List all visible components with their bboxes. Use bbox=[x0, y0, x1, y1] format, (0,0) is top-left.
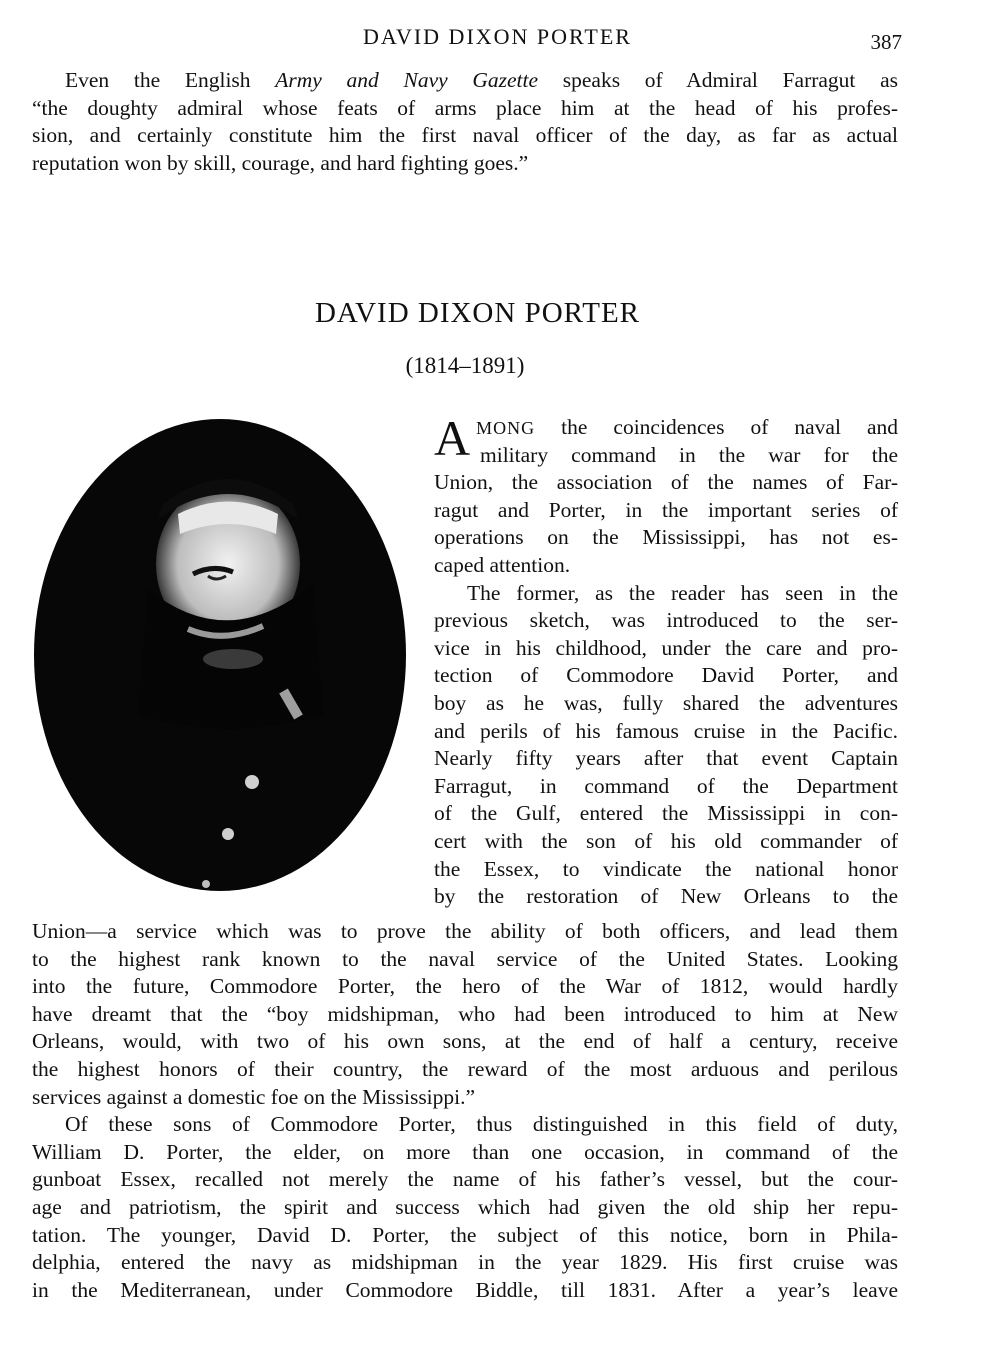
body-line: boy as he was, fully shared the adventures bbox=[434, 690, 898, 715]
intro-line-start: Even the English bbox=[65, 68, 276, 92]
portrait-photo-icon bbox=[28, 414, 412, 896]
body-line: the Essex, to vindicate the national honor bbox=[434, 856, 898, 881]
body-line: delphia, entered the navy as midshipman in the year 1829. His first cruise was bbox=[32, 1250, 898, 1275]
body-line: in the Mediterranean, under Commodore Biddle, till 1831. After a year’s leave bbox=[32, 1277, 898, 1302]
body-line: to the highest rank known to the naval service of the United States. Looking bbox=[32, 946, 898, 971]
body-line: Union—a service which was to prove the ability of both officers, and lead them bbox=[32, 919, 898, 943]
body-line: and perils of his famous cruise in the Pacific. bbox=[434, 718, 898, 743]
body-line: the highest honors of their country, the reward of the most arduous and perilous bbox=[32, 1056, 898, 1081]
gazette-title: Army and Navy Gazette bbox=[275, 68, 539, 92]
intro-line-end: speaks of Admiral Farragut as bbox=[538, 68, 899, 92]
body-line: The former, as the reader has seen in the bbox=[467, 580, 898, 605]
body-line: caped attention. bbox=[434, 552, 571, 577]
body-line: cert with the son of his old commander of bbox=[434, 828, 898, 853]
intro-line: sion, and certainly constitute him the first naval officer of the day, as far as actual bbox=[32, 123, 898, 148]
article-title: DAVID DIXON PORTER bbox=[314, 297, 641, 329]
body-line: Nearly fifty years after that event Captain bbox=[434, 746, 898, 771]
body-line: by the restoration of New Orleans to the bbox=[434, 884, 898, 909]
intro-line bbox=[32, 67, 898, 95]
body-line: tation. The younger, David D. Porter, the subject of this notice, born in Phila- bbox=[32, 1222, 898, 1247]
body-line: ragut and Porter, in the important series of bbox=[434, 497, 898, 522]
body-line: Orleans, would, with two of his own sons, at the end of half a century, receive bbox=[32, 1029, 898, 1054]
article-years: (1814–1891) bbox=[405, 353, 525, 378]
intro-paragraph bbox=[32, 67, 898, 177]
body-line: have dreamt that the “boy midshipman, who had been introduced to him at New bbox=[32, 1001, 898, 1026]
body-line: military command in the war for the bbox=[480, 442, 898, 467]
page-number: 387 bbox=[870, 30, 902, 54]
body-line: into the future, Commodore Porter, the hero of the War of 1812, would hardly bbox=[32, 974, 898, 999]
drop-cap-rest: the coincidences of naval and bbox=[535, 415, 898, 439]
body-line: tection of Commodore David Porter, and bbox=[434, 663, 898, 688]
right-column bbox=[434, 410, 898, 911]
body-line: previous sketch, was introduced to the ser- bbox=[434, 608, 898, 633]
drop-cap-smallcaps: MONG bbox=[476, 418, 536, 438]
body-line: operations on the Mississippi, has not es- bbox=[434, 525, 898, 550]
intro-line: “the doughty admiral whose feats of arms place him at the head of his profes- bbox=[32, 95, 898, 120]
body-line: of the Gulf, entered the Mississippi in con- bbox=[434, 801, 898, 826]
running-title: DAVID DIXON PORTER bbox=[363, 24, 632, 49]
body-line: William D. Porter, the elder, on more than one occasion, in command of the bbox=[32, 1139, 898, 1164]
drop-cap: A bbox=[434, 410, 471, 466]
body-line: age and patriotism, the spirit and success which had given the old ship her repu- bbox=[32, 1194, 898, 1219]
body-line: gunboat Essex, recalled not merely the name of his father’s vessel, but the cour- bbox=[32, 1167, 898, 1192]
body-line: Farragut, in command of the Department bbox=[434, 773, 898, 798]
body-line: Union, the association of the names of Far- bbox=[434, 470, 898, 495]
intro-line: reputation won by skill, courage, and hard fighting goes.” bbox=[32, 150, 529, 175]
body-line: services against a domestic foe on the Mississippi.” bbox=[32, 1084, 476, 1109]
body-line: vice in his childhood, under the care and pro- bbox=[434, 635, 898, 660]
body-line: Of these sons of Commodore Porter, thus distinguished in this field of duty, bbox=[65, 1112, 898, 1137]
full-width-text bbox=[32, 918, 898, 1304]
